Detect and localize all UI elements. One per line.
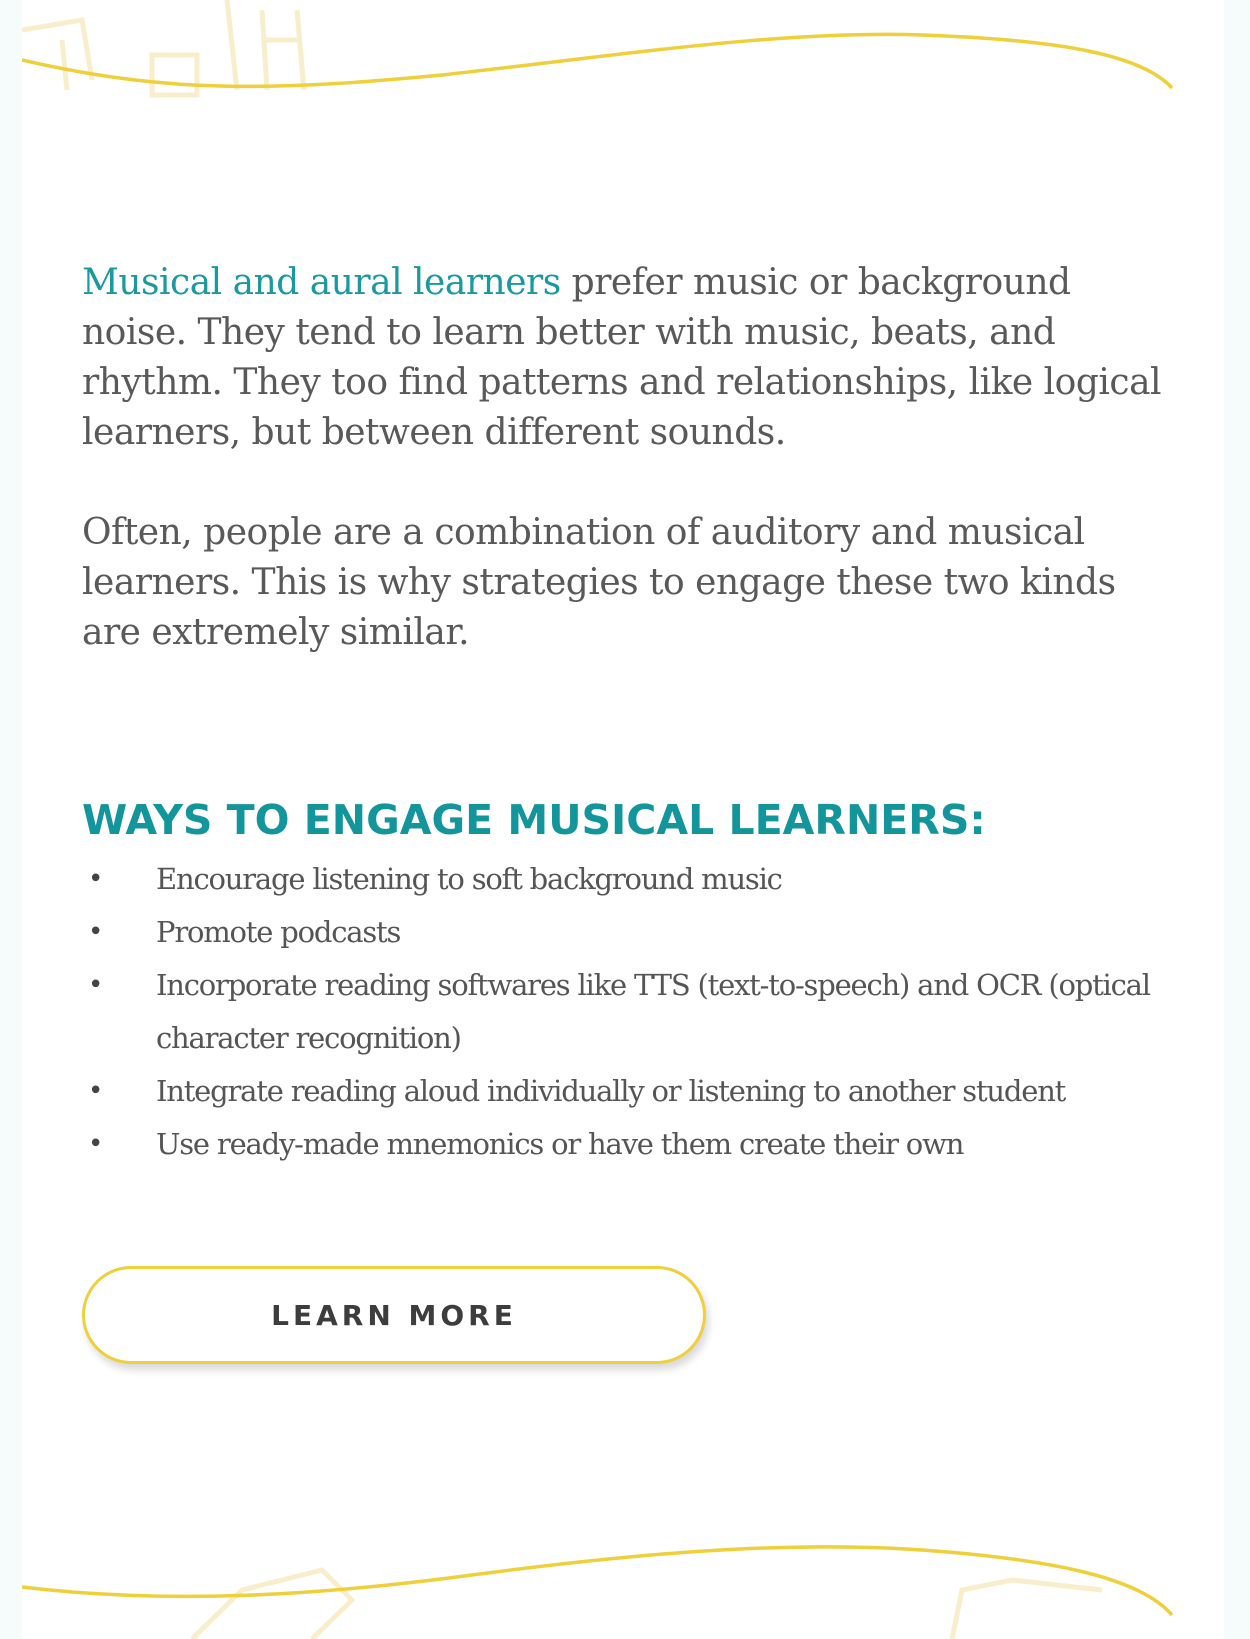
second-paragraph: Often, people are a combination of auditory and musical learners. This is why strategies to engage these two kinds are extremely similar. xyxy=(82,512,1116,653)
intro-paragraph xyxy=(82,258,1182,458)
top-wave-decoration xyxy=(22,0,1224,110)
list-item xyxy=(82,1065,1182,1118)
bullet-icon: • xyxy=(88,1129,103,1159)
list-item xyxy=(82,959,1182,1065)
list-item-text: Promote podcasts xyxy=(156,915,401,949)
list-item-text: Integrate reading aloud individually or listening to another student xyxy=(156,1074,1066,1108)
strategy-list xyxy=(82,853,1182,1171)
list-item-text: Encourage listening to soft background music xyxy=(156,862,782,896)
section-heading: WAYS TO ENGAGE MUSICAL LEARNERS: xyxy=(82,796,986,844)
list-item-text: Incorporate reading softwares like TTS (text-to-speech) and OCR (optical character recognition) xyxy=(156,968,1150,1055)
intro-highlight: Musical and aural learners xyxy=(82,262,561,303)
faint-shape-icon xyxy=(192,1570,1102,1639)
list-item xyxy=(82,853,1182,906)
main-content xyxy=(82,258,1182,1171)
content-panel xyxy=(22,0,1224,1639)
bottom-wave-decoration xyxy=(22,1520,1224,1639)
bullet-icon: • xyxy=(88,1076,103,1106)
bullet-icon: • xyxy=(88,970,103,1000)
bullet-icon: • xyxy=(88,864,103,894)
learn-more-button[interactable]: LEARN MORE xyxy=(82,1266,706,1364)
faint-building-icon xyxy=(22,0,304,95)
list-item xyxy=(82,906,1182,959)
intro-text: prefer music or background noise. They tend to learn better with music, beats, and rhythm. They too find patterns and relationships, like logical learners, but between different sounds. xyxy=(82,262,1162,453)
bullet-icon: • xyxy=(88,917,103,947)
list-item-text: Use ready-made mnemonics or have them create their own xyxy=(156,1127,964,1161)
list-item xyxy=(82,1118,1182,1171)
